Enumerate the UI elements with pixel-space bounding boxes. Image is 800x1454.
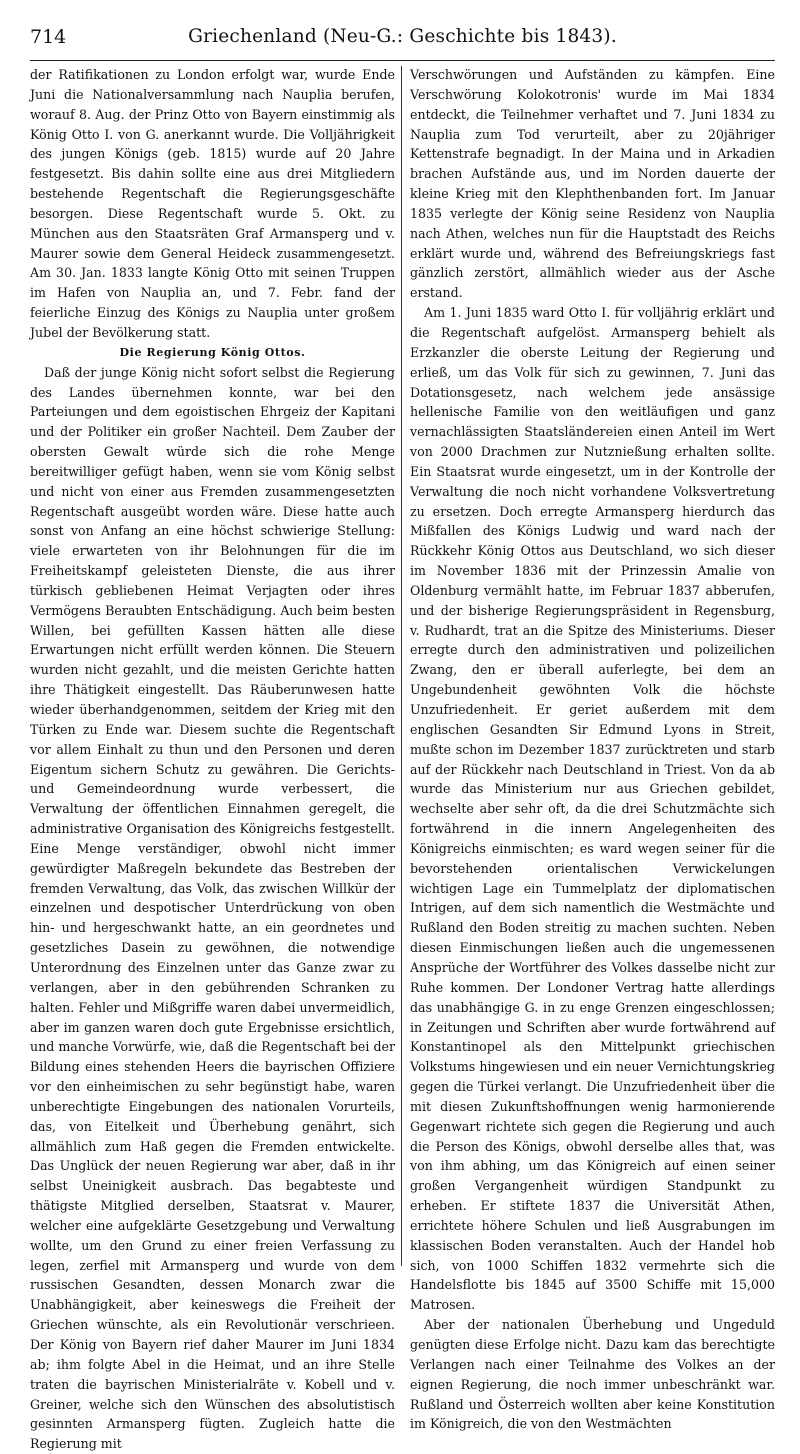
header-rule (30, 60, 775, 61)
running-head (30, 20, 775, 56)
paragraph-majority: Am 1. Juni 1835 ward Otto I. für volljährig erklärt und die Regentschaft aufgelöst. Armansperg behielt als Erzkanzler die oberste Leitung der Regierung und erließ, um das Volk für sich zu gewinnen, 7. Juni das Dotationsgesetz, nach welchem jede ansässige hellenische Familie von den weitläufigen und ganz vernachlässigten Staatsländereien einen Anteil im Wert von 2000 Drachmen zur Nutznießung erhalten sollte. Ein Staatsrat wurde eingesetzt, um in der Kontrolle der Verwaltung die noch nicht vorhandene Volksvertretung zu ersetzen. Doch erregte Armansperg hierdurch das Mißfallen des Königs Ludwig und ward nach der Rückkehr König Ottos aus Deutschland, wo sich dieser im November 1836 mit der Prinzessin Amalie von Oldenburg vermählt hatte, im Februar 1837 abberufen, und der bisherige Regierungspräsident in Regensburg, v. Rudhardt, trat an die Spitze des Ministeriums. Dieser erregte durch den administrativen und polizeilichen Zwang, den er überall auferlegte, bei dem an Ungebundenheit gewöhnten Volk die höchste Unzufriedenheit. Er geriet außerdem mit dem englischen Gesandten Sir Edmund Lyons in Streit, mußte schon im Dezember 1837 zurücktreten und starb auf der Rückkehr nach Deutschland in Triest. Von da ab wurde das Ministerium nur aus Griechen gebildet, wechselte aber sehr oft, da die drei Schutzmächte sich fortwährend in die innern Angelegenheiten des Königreichs einmischten; es ward wegen seiner für die bevorstehenden orientalischen Verwickelungen wichtigen Lage ein Tummelplatz der diplomatischen Intrigen, auf dem sich namentlich die Westmächte und Rußland den Boden streitig zu machen suchten. Neben diesen Einmischungen ließen auch die ungemessenen Ansprüche der Wortführer des Volkes dasselbe nicht zur Ruhe kommen. Der Londoner Vertrag hatte allerdings das unabhängige G. in zu enge Grenzen eingeschlossen; in Zeitungen und Schriften aber wurde fortwährend auf Konstantinopel als den Mittelpunkt griechischen Volkstums hingewiesen und ein neuer Vernichtungskrieg gegen die Türkei verlangt. Die Unzufriedenheit über die mit diesen Zukunftshoffnungen wenig harmonierende Gegenwart richtete sich gegen die Regierung und auch die Person des Königs, obwohl derselbe alles that, was von ihm abhing, um das Königreich auf einen seiner großen Vergangenheit würdigen Standpunkt zu erheben. Er stiftete 1837 die Universität Athen, errichtete höhere Schulen und ließ Ausgrabungen im klassischen Boden veranstalten. Auch der Handel hob sich, von 1000 Schiffen 1832 vermehrte sich die Handelsflotte bis 1845 auf 3500 Schiffe mit 15,000 Matrosen. (410, 305, 775, 1313)
page-header-title: Griechenland (Neu-G.: Geschichte bis 1843). (188, 26, 617, 47)
paragraph-conspiracies: Verschwörungen und Aufständen zu kämpfen. Eine Verschwörung Kolokotronis' wurde im Mai 1834 entdeckt, die Teilnehmer verhaftet und 7. Juni 1834 zu Nauplia zum Tod verurteilt, aber zu 20jähriger Kettenstrafe begnadigt. In der Maina und in Arkadien brachen Aufstände aus, und im Norden dauerte der kleine Krieg mit den Klephthenbanden fort. Im Januar 1835 verlegte der König seine Residenz von Nauplia nach Athen, welches nun für die Hauptstadt des Reichs erklärt wurde und, während des Befreiungskriegs fast gänzlich zerstört, allmählich wieder aus der Asche erstand. (410, 67, 775, 301)
column-divider (401, 66, 402, 1266)
paragraph-national-pride: Aber der nationalen Überhebung und Ungeduld genügten diese Erfolge nicht. Dazu kam das berechtigte Verlangen nach einer Teilnahme des Volkes an der eignen Regierung, die noch immer unbeschränkt war. Rußland und Österreich wollten aber keine Konstitution im Königreich, die von den Westmächten (410, 1317, 775, 1432)
left-column (30, 65, 395, 1452)
right-column (410, 65, 775, 1432)
paragraph-ratification: der Ratifikationen zu London erfolgt war, wurde Ende Juni die Nationalversammlung nach Nauplia berufen, worauf 8. Aug. der Prinz Otto von Bayern einstimmig als König Otto I. von G. anerkannt wurde. Die Volljährigkeit des jungen Königs (geb. 1815) wurde auf 20 Jahre festgesetzt. Bis dahin sollte eine aus drei Mitgliedern bestehende Regentschaft die Regierungsgeschäfte besorgen. Diese Regentschaft wurde 5. Okt. zu München aus den Staatsräten Graf Armansperg und v. Maurer sowie dem General Heideck zusammengesetzt. Am 30. Jan. 1833 langte König Otto mit seinen Truppen im Hafen von Nauplia an, und 7. Febr. fand der feierliche Einzug des Königs zu Nauplia unter großem Jubel der Bevölkerung statt. (30, 67, 395, 340)
page-number: 714 (30, 26, 67, 48)
paragraph-regency: Daß der junge König nicht sofort selbst die Regierung des Landes übernehmen konnte, war bei den Parteiungen und dem egoistischen Ehrgeiz der Kapitani und der Politiker ein großer Nachteil. Dem Zauber der obersten Gewalt würde sich die rohe Menge bereitwilliger gefügt haben, wenn sie vom König selbst und nicht von einer aus Fremden zusammengesetzten Regentschaft ausgeübt worden wäre. Diese hatte auch sonst von Anfang an eine höchst schwierige Stellung: viele erwarteten von ihr Belohnungen für die im Freiheitskampf geleisteten Dienste, die aus ihrer türkisch gebliebenen Heimat Verjagten oder ihres Vermögens Beraubten Entschädigung. Auch beim besten Willen, bei gefüllten Kassen hätten alle diese Erwartungen nicht erfüllt werden können. Die Steuern wurden nicht gezahlt, und die meisten Gerichte hatten ihre Thätigkeit eingestellt. Das Räuberunwesen hatte wieder überhandgenommen, seitdem der Krieg mit den Türken zu Ende war. Diesem suchte die Regentschaft vor allem Einhalt zu thun und den Personen und deren Eigentum sichern Schutz zu gewähren. Die Gerichts- und Gemeindeordnung wurde verbessert, die Verwaltung der öffentlichen Einnahmen geregelt, die administrative Organisation des Königreichs festgestellt. Eine Menge verständiger, obwohl nicht immer gewürdigter Maßregeln bekundete das Bestreben der fremden Verwaltung, das Volk, das zwischen Willkür der einzelnen und despotischer Unterdrückung von oben hin- und hergeschwankt hatte, an ein geordnetes und gesetzliches Dasein zu gewöhnen, die notwendige Unterordnung des Einzelnen unter das Ganze zwar zu verlangen, aber in den gebührenden Schranken zu halten. Fehler und Mißgriffe waren dabei unvermeidlich, aber im ganzen waren doch gute Ergebnisse ersichtlich, und manche Vorwürfe, wie, daß die Regentschaft bei der Bildung eines stehenden Heers die bayrischen Offiziere vor den einheimischen zu sehr begünstigt habe, waren unberechtigte Eingebungen des nationalen Vorurteils, das, von Eitelkeit und Überhebung genährt, sich allmählich zum Haß gegen die Fremden entwickelte. Das Unglück der neuen Regierung war aber, daß in ihr selbst Uneinigkeit ausbrach. Das begabteste und thätigste Mitglied derselben, Staatsrat v. Maurer, welcher eine aufgeklärte Gesetzgebung und Verwaltung wollte, um den Grund zu einer freien Verfassung zu legen, zerfiel mit Armansperg und wurde von dem russischen Gesandten, dessen Monarch zwar die Unabhängigkeit, aber keineswegs die Freiheit der Griechen wünschte, als ein Revolutionär verschrieen. Der König von Bayern rief daher Maurer im Juni 1834 ab; ihm folgte Abel in die Heimat, und an ihre Stelle traten die bayrischen Ministerialräte v. Kobell und v. Greiner, welche sich den Wünschen des absolutistisch gesinnten Armansperg fügten. Zugleich hatte die Regierung mit (30, 364, 395, 1452)
section-heading: Die Regierung König Ottos. (119, 345, 306, 359)
